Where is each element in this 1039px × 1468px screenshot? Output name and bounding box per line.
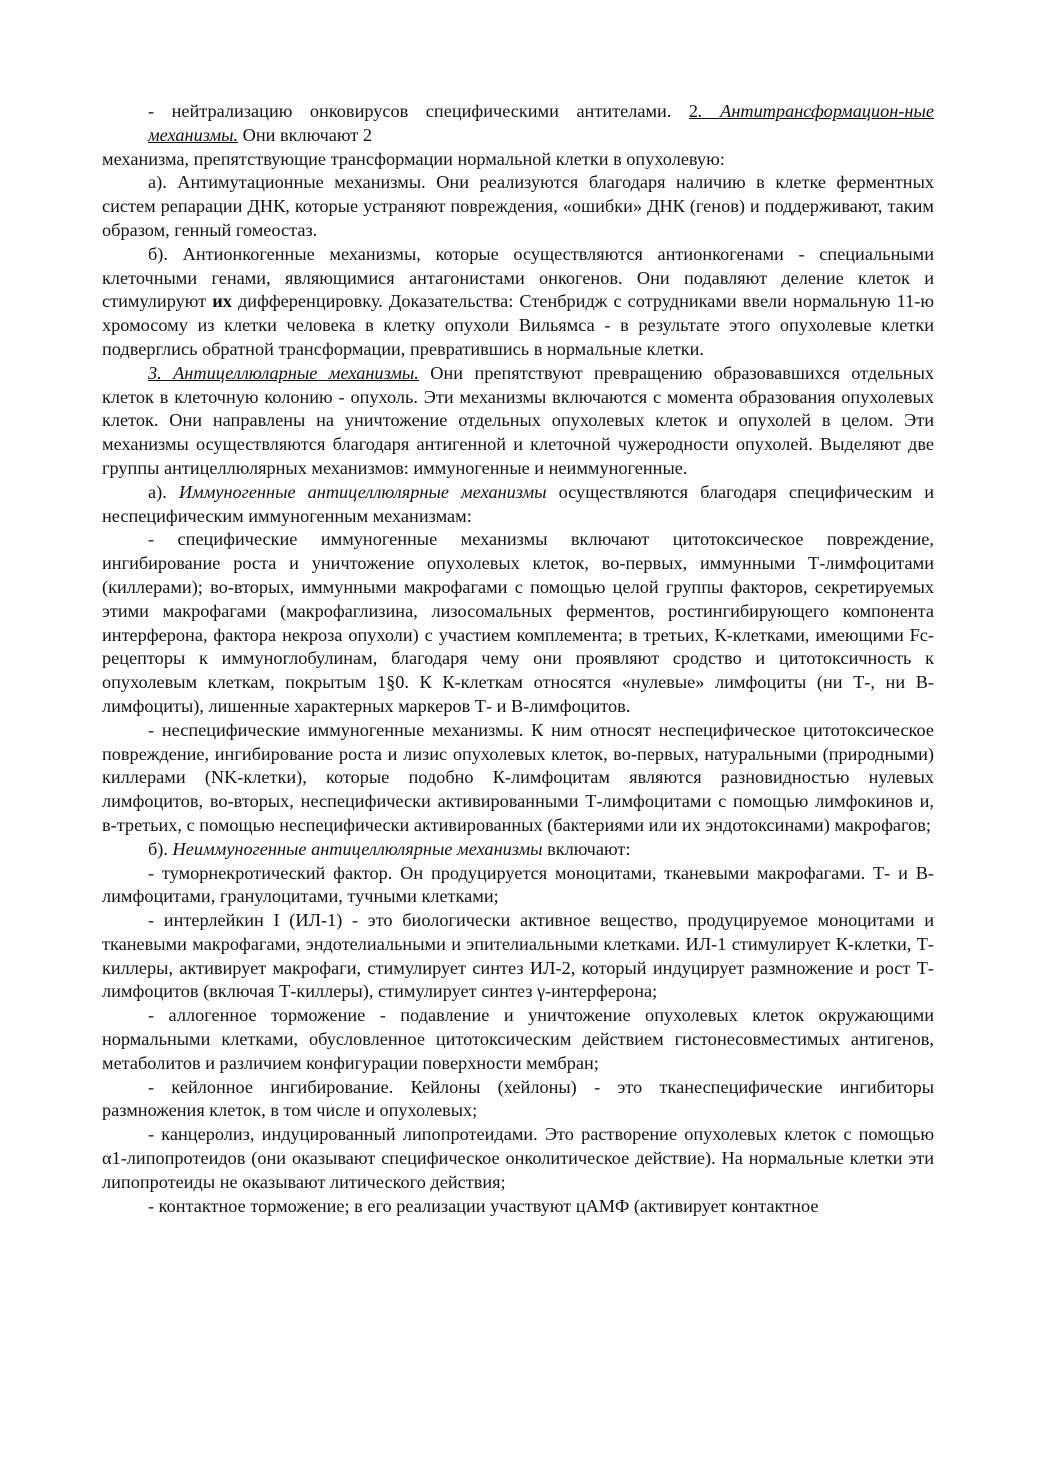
paragraph-nonspecific-immunogenic: - неспецифические иммуногенные механизмы. К ним относят неспецифическое цитотоксическое повреждение, ингибирование роста и лизис опухолевых клеток, во-первых, натуральными (природными) киллерами (NK-клетки), которые подобно К-лимфоцитам являются разновидностью нулевых лимфоцитов, во-вторых, неспецифически активированными Т-лимфоцитами с помощью лимфокинов и, в-третьих, с помощью неспецифически активированных (бактериями или их эндотоксинами) макрофагов; <box>102 719 934 835</box>
text-run: - нейтрализацию онковирусов специфическими антителами. <box>148 101 689 121</box>
paragraph-immunogenic <box>102 481 934 529</box>
paragraph-antimutation: а). Антимутационные механизмы. Они реализуются благодаря наличию в клетке ферментных систем репарации ДНК, которые устраняют повреждения, «ошибки» ДНК (генов) и поддерживают, таким образом, генный гомеостаз. <box>102 172 934 240</box>
paragraph-nonimmunogenic <box>102 838 934 862</box>
text-run: дифференцировку. Доказательства: Стенбридж с сотрудниками ввели нормальную 11-ю хромосому из клетки человека в клетку опухоли Вильямса - в результате этого опухолевые клетки подверглись обратной трансформации, превратившись в нормальные клетки. <box>102 291 935 359</box>
text-run: включают: <box>542 838 631 859</box>
paragraph-neutralization <box>102 100 934 148</box>
bold-word: их <box>212 291 232 312</box>
text-run: б). <box>148 838 173 859</box>
text-run: б). Антионкогенные механизмы, которые осуществляются антионкогенами - специальными клеточными генами, являющимися антагонистами онкогенов. Они подавляют деление клеток и стимулируют <box>102 243 934 312</box>
text-run: Они включают 2 <box>238 124 372 145</box>
paragraph-interleukin: - интерлейкин I (ИЛ-1) - это биологически активное вещество, продуцируемое моноцитами и тканевыми макрофагами, эндотелиальными и эпителиальными клетками. ИЛ-1 стимулирует К-клетки, Т-киллеры, активирует макрофаги, стимулирует синтез ИЛ-2, который индуцирует размножение и рост Т-лимфоцитов (включая Т-киллеры), стимулирует синтез γ-интерферона; <box>102 910 934 1002</box>
text-run: а). <box>148 481 179 502</box>
paragraph-antioncogene <box>102 243 934 362</box>
section-heading-anticellular: 3. Антицеллюларные механизмы. <box>148 362 419 383</box>
paragraph-allogeneic: - аллогенное торможение - подавление и уничтожение опухолевых клеток окружающими нормальными клетками, обусловленное цитотоксическим действием гистонесовместимых антигенов, метаболитов и различием конфигурации поверхности мембран; <box>102 1005 934 1073</box>
paragraph-continuation: механизма, препятствующие трансформации нормальной клетки в опухолевую: <box>102 148 725 169</box>
section-number: 2 <box>688 101 699 121</box>
paragraph-cancerolysis: - канцеролиз, индуцированный липопротеидами. Это растворение опухолевых клеток с помощью α1-липопротеидов (они оказывают специфическое онколитическое действие). На нормальные клетки эти липопротеиды не оказывают литического действия; <box>102 1124 934 1192</box>
text-run: Они препятствуют превращению образовавшихся отдельных клеток в клеточную колонию - опухоль. Эти механизмы включаются с момента образования опухолевых клеток. Они направлены на уничтожение отдельных опухолевых клеток и опухолей в целом. Эти механизмы осуществляются благодаря антигенной и клеточной чужеродности опухолей. Выделяют две группы антицеллюлярных механизмов: иммуногенные и неиммуногенные. <box>102 362 934 478</box>
italic-term: Иммуногенные антицеллюлярные механизмы <box>178 481 547 502</box>
paragraph-anticellular <box>102 362 934 481</box>
paragraph-contact-inhibition: - контактное торможение; в его реализации участвуют цАМФ (активирует контактное <box>148 1195 819 1216</box>
paragraph-tnf: - туморнекротический фактор. Он продуцируется моноцитами, тканевыми макрофагами. Т- и В-лимфоцитами, гранулоцитами, тучными клетками; <box>102 862 934 907</box>
text-run: осуществляются благодаря специфическим и неспецифическим иммуногенным механизмам: <box>102 481 934 526</box>
italic-term: Неиммуногенные антицеллюлярные механизмы <box>172 838 543 859</box>
section-heading-antitransformation: . Антитрансформацион-ные механизмы. <box>148 101 934 145</box>
document-page <box>102 100 934 1218</box>
paragraph-keilone: - кейлонное ингибирование. Кейлоны (хейлоны) - это тканеспецифические ингибиторы размножения клеток, в том числе и опухолевых; <box>102 1076 934 1121</box>
paragraph-specific-immunogenic: - специфические иммуногенные механизмы включают цитотоксическое повреждение, ингибирование роста и уничтожение опухолевых клеток, во-первых, иммунными Т-лимфоцитами (киллерами); во-вторых, иммунными макрофагами с помощью целой группы факторов, секретируемых этими макрофагами (макрофаглизина, лизосомальных ферментов, ростингибирующего компонента интерферона, фактора некроза опухоли) с участием комплемента; в третьих, К-клетками, имеющими Fc-рецепторы к иммуноглобулинам, благодаря чему они проявляют сродство и цитотоксичность к опухолевым клеткам, покрытым 1§0. К К-клеткам относятся «нулевые» лимфоциты (ни Т-, ни В-лимфоциты), лишенные характерных маркеров Т- и В-лимфоцитов. <box>102 529 934 716</box>
